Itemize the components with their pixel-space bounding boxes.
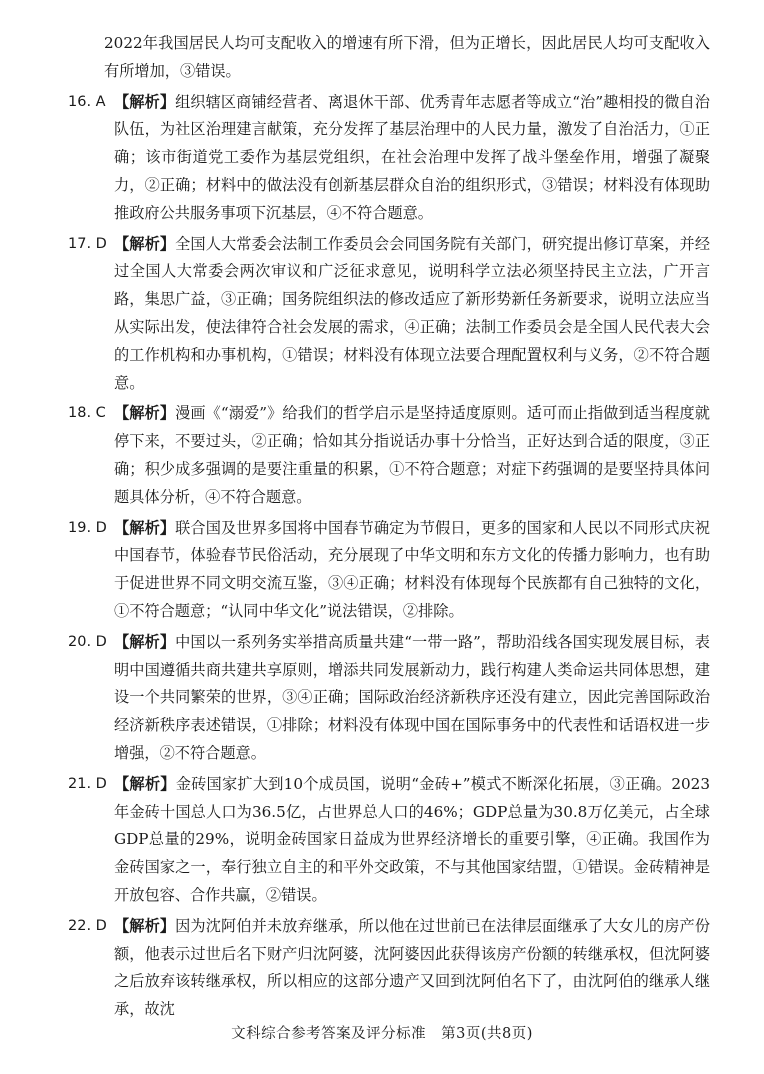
answer-item-16 — [68, 89, 710, 228]
answer-item-22 — [68, 913, 711, 1024]
paragraph-text: 2022年我国居民人均可支配收入的增速有所下滑，但为正增长，因此居民人均可支配收入有所增加，③错误。 — [104, 34, 710, 80]
analysis-label: 【解析】 — [114, 404, 176, 423]
answer-number: 21. D — [68, 775, 107, 792]
analysis-text: 因为沈阿伯并未放弃继承，所以他在过世前已在法律层面继承了大女儿的房产份额，他表示过世后名下财产归沈阿婆，沈阿婆因此获得该房产份额的转继承权，但沈阿婆之后放弃该转继承权，所以相应的这部分遗产又回到沈阿伯名下了，由沈阿伯的继承人继承，故沈 — [114, 916, 711, 1019]
analysis-text: 金砖国家扩大到10个成员国，说明“金砖+”模式不断深化拓展，③正确。2023年金砖十国总人口为36.5亿，占世界总人口的46%；GDP总量为30.8万亿美元，占全球GDP总量的29%，说明金砖国家日益成为世界经济增长的重要引擎，④正确。我国作为金砖国家之一，奉行独立自主的和平外交政策，不与其他国家结盟，①错误。金砖精神是开放包容、合作共赢，②错误。 — [114, 774, 710, 904]
analysis-text: 组织辖区商铺经营者、离退休干部、优秀青年志愿者等成立“治”趣相投的微自治队伍，为社区治理建言献策，充分发挥了基层治理中的人民力量，激发了自治活力，①正确；该市街道党工委作为基层党组织，在社会治理中发挥了战斗堡垒作用，增强了凝聚力，②正确；材料中的做法没有创新基层群众自治的组织形式，③错误；材料没有体现助推政府公共服务事项下沉基层，④不符合题意。 — [114, 92, 710, 222]
answer-item-21 — [68, 771, 710, 910]
analysis-text: 中国以一系列务实举措高质量共建“一带一路”，帮助沿线各国实现发展目标，表明中国遵循共商共建共享原则，增添共同发展新动力，践行构建人类命运共同体思想，建设一个共同繁荣的世界，③④正确；国际政治经济新秩序还没有建立，因此完善国际政治经济新秩序表述错误，①排除；材料没有体现中国在国际事务中的代表性和话语权进一步增强，②不符合题意。 — [114, 632, 710, 762]
page-footer: 文科综合参考答案及评分标准 第3页(共8页) — [231, 1026, 533, 1042]
analysis-text: 全国人大常委会法制工作委员会会同国务院有关部门，研究提出修订草案，并经过全国人大常委会两次审议和广泛征求意见，说明科学立法必须坚持民主立法，广开言路，集思广益，③正确；国务院组织法的修改适应了新形势新任务新要求，说明立法应当从实际出发，使法律符合社会发展的需求，④正确；法制工作委员会是全国人民代表大会的工作机构和办事机构，①错误；材料没有体现立法要合理配置权利与义务，②不符合题意。 — [114, 234, 711, 392]
answer-number: 18. C — [68, 405, 106, 422]
analysis-label: 【解析】 — [114, 632, 176, 651]
analysis-text: 联合国及世界多国将中国春节确定为节假日，更多的国家和人民以不同形式庆祝中国春节，体验春节民俗活动，充分展现了中华文明和东方文化的传播力影响力，也有助于促进世界不同文明交流互鉴，③④正确；材料没有体现每个民族都有自己独特的文化，①不符合题意；“认同中华文化”说法错误，②排除。 — [114, 518, 711, 620]
analysis-label: 【解析】 — [114, 774, 176, 793]
analysis-label: 【解析】 — [114, 916, 176, 935]
document-body — [68, 30, 711, 1027]
answer-number: 16. A — [68, 93, 106, 110]
answer-item-20 — [68, 629, 710, 768]
analysis-label: 【解析】 — [114, 234, 176, 253]
answer-number: 20. D — [68, 633, 107, 650]
answer-item-17 — [68, 231, 711, 398]
answer-item-19 — [68, 515, 711, 626]
answer-number: 17. D — [68, 235, 107, 252]
answer-number: 22. D — [68, 917, 107, 934]
analysis-label: 【解析】 — [114, 518, 176, 537]
answer-number: 19. D — [68, 519, 107, 536]
analysis-label: 【解析】 — [114, 92, 176, 111]
continued-paragraph — [78, 30, 710, 86]
analysis-text: 漫画《“溺爱”》给我们的哲学启示是坚持适度原则。适可而止指做到适当程度就停下来，不要过头，②正确；恰如其分指说话办事十分恰当，正好达到合适的限度，③正确；积少成多强调的是要注重量的积累，①不符合题意；对症下药强调的是要坚持具体问题具体分析，④不符合题意。 — [114, 404, 710, 506]
answer-item-18 — [68, 400, 710, 511]
